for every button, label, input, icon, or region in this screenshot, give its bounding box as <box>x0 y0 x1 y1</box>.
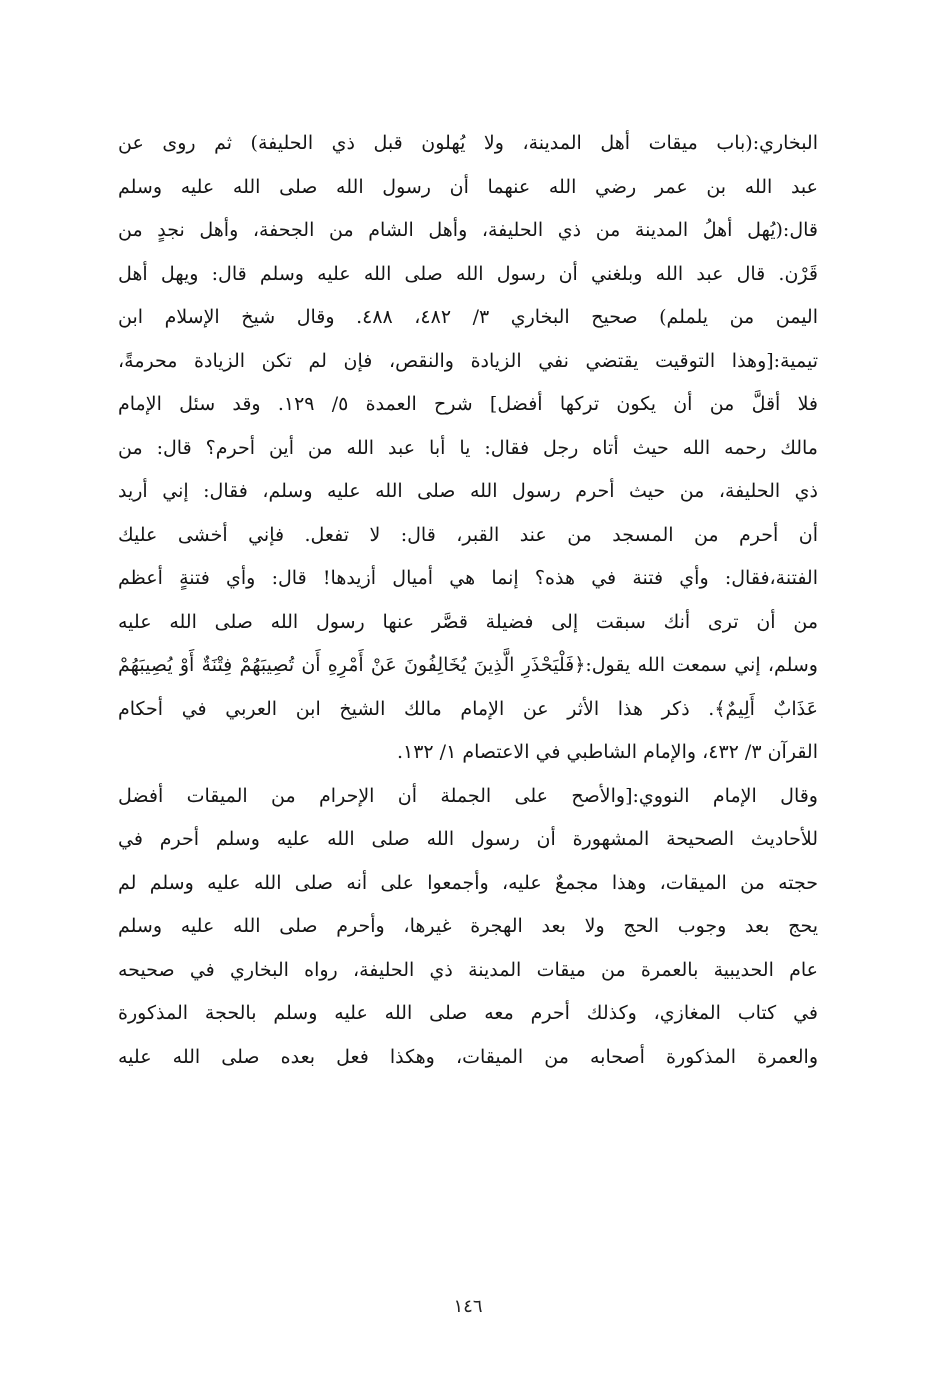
text-line: مالك رحمه الله حيث أتاه رجل فقال: يا أبا عبد الله من أين أحرم؟ قال: من <box>118 436 818 459</box>
paragraph-1 <box>118 122 818 775</box>
body-text <box>118 122 818 1079</box>
text-line: البخاري:(باب ميقات أهل المدينة، ولا يُهلون قبل ذي الحليفة) ثم روى عن <box>118 132 818 154</box>
text-line: وقال الإمام النووي:[والأصح على الجملة أن الإحرام من الميقات أفضل <box>118 784 818 807</box>
text-line: الفتنة،فقال: وأي فتنة في هذه؟ إنما هي أميال أزيدها! قال: وأي فتنةٍ أعظم <box>118 567 818 589</box>
text-line: اليمن من يلملم) صحيح البخاري ٣/ ٤٨٢، ٤٨٨. وقال شيخ الإسلام ابن <box>118 306 818 328</box>
text-line: فلا أقلَّ من أن يكون تركها أفضل] شرح العمدة ٥/ ١٢٩. وقد سئل الإمام <box>118 393 818 415</box>
text-line: قال:(يُهل أهلُ المدينة من ذي الحليفة، وأهل الشام من الجحفة، وأهل نجدٍ من <box>118 219 818 241</box>
text-line: قَرْن. قال عبد الله وبلغني أن رسول الله صلى الله عليه وسلم قال: ويهل أهل <box>118 262 818 285</box>
text-line: حجته من الميقات، وهذا مجمعٌ عليه، وأجمعوا على أنه صلى الله عليه وسلم لم <box>118 871 818 894</box>
text-line: للأحاديث الصحيحة المشهورة أن رسول الله صلى الله عليه وسلم أحرم في <box>118 828 818 850</box>
page-number: ١٤٦ <box>453 1296 483 1317</box>
text-line: ذي الحليفة، من حيث أحرم رسول الله صلى الله عليه وسلم، فقال: إني أريد <box>118 480 818 502</box>
text-line: أن أحرم من المسجد من عند القبر، قال: لا تفعل. فإني أخشى عليك <box>118 523 818 546</box>
text-line: من أن ترى أنك سبقت إلى فضيلة قصَّر عنها رسول الله صلى الله عليه <box>118 610 818 633</box>
text-line: عام الحديبية بالعمرة من ميقات المدينة ذي الحليفة، رواه البخاري في صحيحه <box>118 958 818 981</box>
quran-verse-line: وسلم، إني سمعت الله يقول:﴿فَلْيَحْذَرِ الَّذِينَ يُخَالِفُونَ عَنْ أَمْرِهِ أَن تُصِيبَهُمْ فِتْنَةٌ أَوْ يُصِيبَهُمْ <box>118 654 818 676</box>
text-line: والعمرة المذكورة أصحابه من الميقات، وهكذا فعل بعده صلى الله عليه <box>118 1045 818 1068</box>
text-line: تيمية:[وهذا التوقيت يقتضي نفي الزيادة والنقص، فإن لم تكن الزيادة محرمةً، <box>118 349 818 372</box>
text-line: عَذَابٌ أَلِيمٌ﴾. ذكر هذا الأثر عن الإمام مالك الشيخ ابن العربي في أحكام <box>118 697 818 720</box>
text-line: عبد الله بن عمر رضي الله عنهما أن رسول الله صلى الله عليه وسلم <box>118 175 818 198</box>
paragraph-2 <box>118 775 818 1080</box>
text-line: القرآن ٣/ ٤٣٢، والإمام الشاطبي في الاعتصام ١/ ١٣٢. <box>396 741 818 763</box>
text-line: يحج بعد وجوب الحج ولا بعد الهجرة غيرها، وأحرم صلى الله عليه وسلم <box>118 915 818 937</box>
text-line: في كتاب المغازي، وكذلك أحرم معه صلى الله عليه وسلم بالحجة المذكورة <box>118 1002 818 1024</box>
